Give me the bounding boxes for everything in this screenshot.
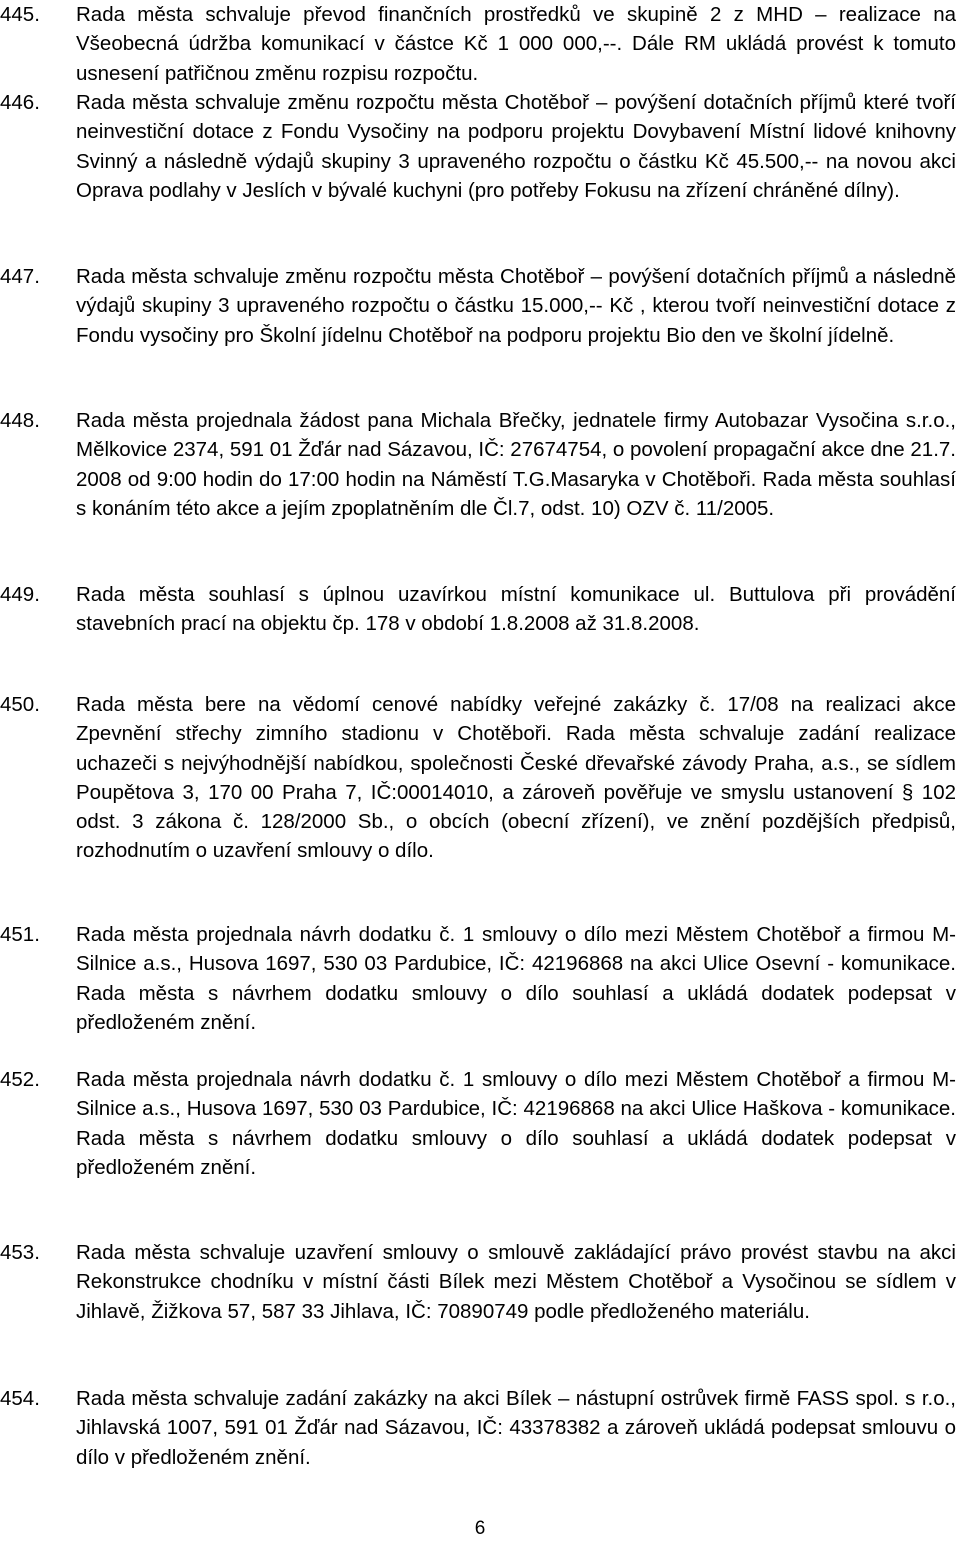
resolution-number: 451. <box>0 923 40 946</box>
resolution-text: Rada města bere na vědomí cenové nabídky veřejné zakázky č. 17/08 na realizaci akce Zpevnění střechy zimního stadionu v Chotěboři. Rada města schvaluje zadání realizace uchazeči s nejvýhodnější nabídkou, společnosti České dřevařské závody Praha, a.s., se sídlem Poupětova 3, 170 00 Praha 7, IČ:00014010, a zároveň pověřuje ve smyslu ustanovení § 102 odst. 3 zákona č. 128/2000 Sb., o obcích (obecní zřízení), ve znění pozdějších předpisů, rozhodnutím o uzavření smlouvy o dílo. <box>76 693 956 863</box>
resolution-text: Rada města projednala žádost pana Michala Břečky, jednatele firmy Autobazar Vysočina s.r.o., Mělkovice 2374, 591 01 Žďár nad Sázavou, IČ: 27674754, o povolení propagační akce dne 21.7. 2008 od 9:00 hodin do 17:00 hodin na Náměstí T.G.Masaryka v Chotěboři. Rada města souhlasí s konáním této akce a jejím zpoplatněním dle Čl.7, odst. 10) OZV č. 11/2005. <box>76 409 956 520</box>
resolution-number: 445. <box>0 3 40 26</box>
resolution-text: Rada města schvaluje uzavření smlouvy o smlouvě zakládající právo provést stavbu na akci Rekonstrukce chodníku v místní části Bílek mezi Městem Chotěboř a Vysočinou se sídlem v Jihlavě, Žižkova 57, 587 33 Jihlava, IČ: 70890749 podle předloženého materiálu. <box>76 1241 956 1323</box>
resolution-number: 454. <box>0 1387 40 1410</box>
resolution-447 <box>0 262 960 350</box>
resolution-text: Rada města schvaluje změnu rozpočtu města Chotěboř – povýšení dotačních příjmů a následně výdajů skupiny 3 upraveného rozpočtu o částku 15.000,-- Kč , kterou tvoří neinvestiční dotace z Fondu vysočiny pro Školní jídelnu Chotěboř na podporu projektu Bio den ve školní jídelně. <box>76 265 956 347</box>
resolution-450 <box>0 690 960 866</box>
resolution-445 <box>0 0 960 88</box>
resolution-number: 452. <box>0 1068 40 1091</box>
resolution-449 <box>0 580 960 639</box>
resolution-text: Rada města souhlasí s úplnou uzavírkou místní komunikace ul. Buttulova při provádění stavebních prací na objektu čp. 178 v období 1.8.2008 až 31.8.2008. <box>76 583 956 636</box>
resolution-text: Rada města projednala návrh dodatku č. 1 smlouvy o dílo mezi Městem Chotěboř a firmou M-Silnice a.s., Husova 1697, 530 03 Pardubice, IČ: 42196868 na akci Ulice Osevní - komunikace. Rada města s návrhem dodatku smlouvy o dílo souhlasí a ukládá dodatek podepsat v předloženém znění. <box>76 923 956 1034</box>
resolution-451 <box>0 920 960 1037</box>
resolution-number: 453. <box>0 1241 40 1264</box>
resolution-number: 450. <box>0 693 40 716</box>
resolution-448 <box>0 406 960 523</box>
resolution-text: Rada města schvaluje zadání zakázky na akci Bílek – nástupní ostrůvek firmě FASS spol. s r.o., Jihlavská 1007, 591 01 Žďár nad Sázavou, IČ: 43378382 a zároveň ukládá podepsat smlouvu o dílo v předloženém znění. <box>76 1387 956 1469</box>
resolution-452 <box>0 1065 960 1182</box>
resolution-number: 447. <box>0 265 40 288</box>
resolution-number: 448. <box>0 409 40 432</box>
resolution-446 <box>0 88 960 205</box>
resolution-454 <box>0 1384 960 1472</box>
resolution-number: 449. <box>0 583 40 606</box>
page-number: 6 <box>474 1518 486 1539</box>
resolution-453 <box>0 1238 960 1326</box>
resolution-text: Rada města schvaluje změnu rozpočtu města Chotěboř – povýšení dotačních příjmů které tvoří neinvestiční dotace z Fondu Vysočiny na podporu projektu Dovybavení Místní lidové knihovny Svinný a následně výdajů skupiny 3 upraveného rozpočtu o částku Kč 45.500,-- na novou akci Oprava podlahy v Jeslích v bývalé kuchyni (pro potřeby Fokusu na zřízení chráněné dílny). <box>76 91 956 202</box>
resolution-text: Rada města schvaluje převod finančních prostředků ve skupině 2 z MHD – realizace na Všeobecná údržba komunikací v částce Kč 1 000 000,--. Dále RM ukládá provést k tomuto usnesení patřičnou změnu rozpisu rozpočtu. <box>76 3 956 85</box>
resolution-number: 446. <box>0 91 40 114</box>
resolution-text: Rada města projednala návrh dodatku č. 1 smlouvy o dílo mezi Městem Chotěboř a firmou M-Silnice a.s., Husova 1697, 530 03 Pardubice, IČ: 42196868 na akci Ulice Haškova - komunikace. Rada města s návrhem dodatku smlouvy o dílo souhlasí a ukládá dodatek podepsat v předloženém znění. <box>76 1068 956 1179</box>
